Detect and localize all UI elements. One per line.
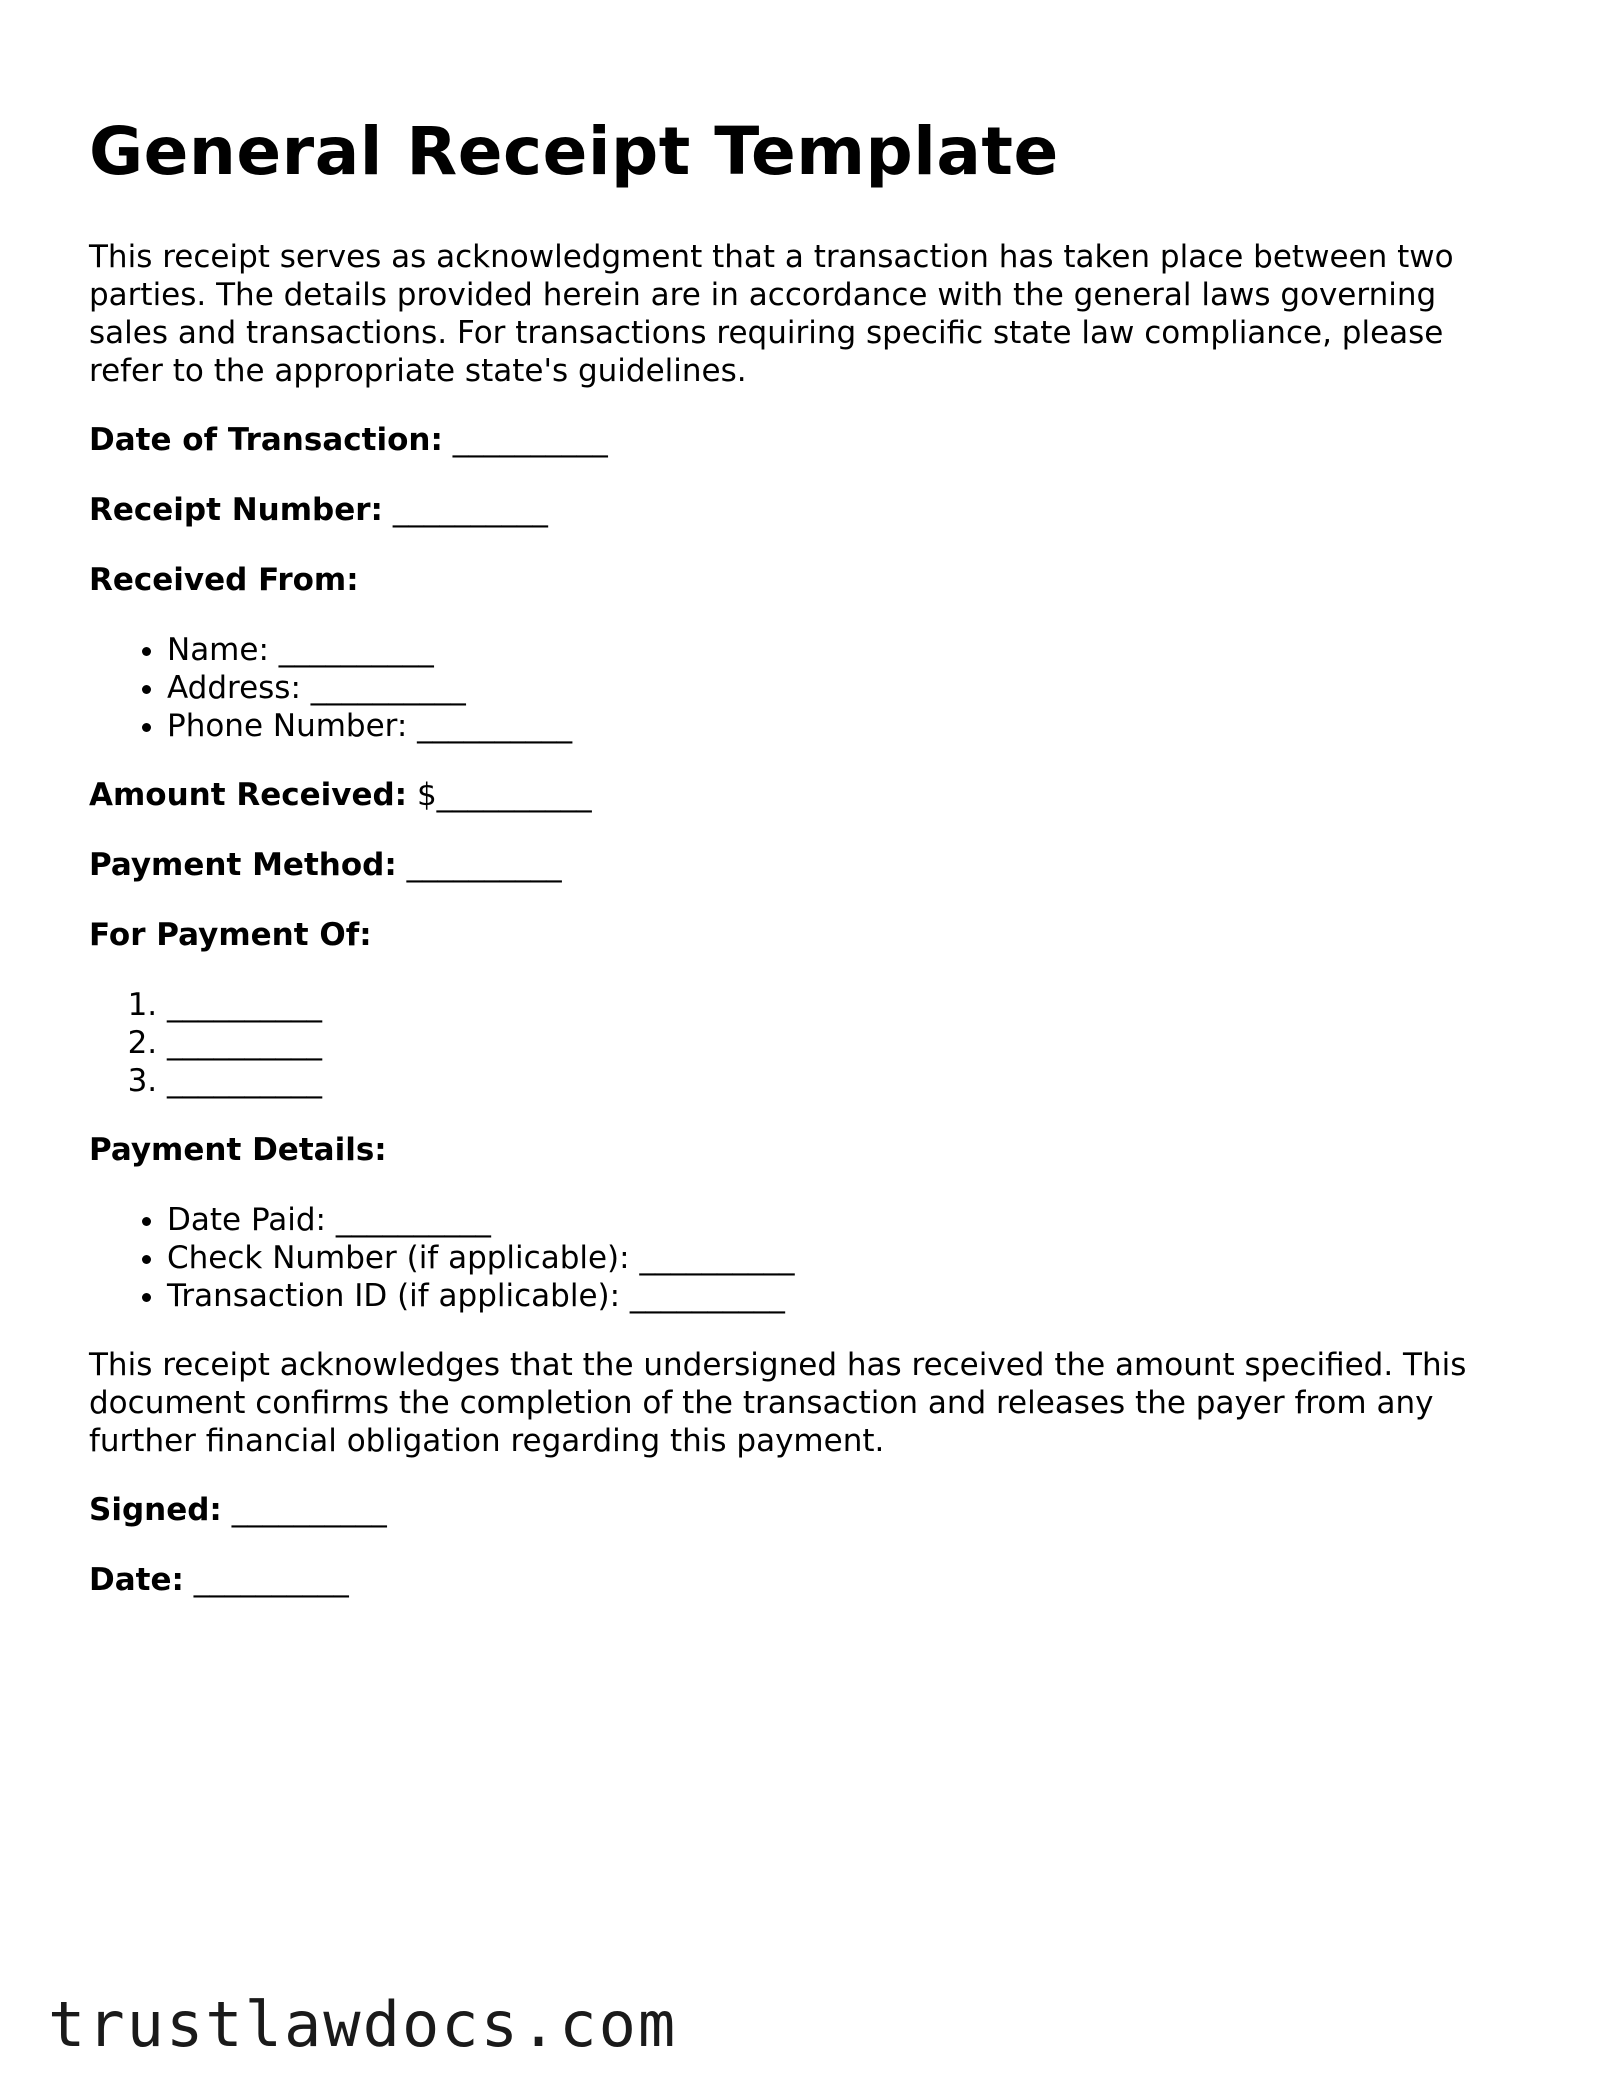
date-blank: __________ <box>193 1562 349 1598</box>
receipt-number-label: Receipt Number: <box>89 492 383 528</box>
closing-paragraph: This receipt acknowledges that the undersigned has received the amount specified. This document confirms the completion of the transaction and releases the payer from any further financial obligation regarding this payment. <box>89 1347 1467 1459</box>
received-from-list <box>89 631 1509 745</box>
signed-field <box>89 1491 1509 1529</box>
amount-received-field <box>89 776 1509 814</box>
receipt-number-field <box>89 491 1509 529</box>
received-from-label: Received From: <box>89 562 359 598</box>
signed-blank: __________ <box>231 1492 387 1528</box>
list-item: • Name: __________ <box>167 631 1509 669</box>
for-payment-of-list <box>89 986 1509 1100</box>
intro-paragraph: This receipt serves as acknowledgment that a transaction has taken place between two parties. The details provided herein are in accordance with the general laws governing sales and transactions. For transactions requiring specific state law compliance, please refer to the appropriate state's guidelines. <box>89 239 1454 389</box>
received-from-heading <box>89 561 1509 599</box>
for-payment-of-label: For Payment Of: <box>89 917 372 953</box>
list-item: 3. __________ <box>167 1062 1509 1100</box>
date-of-transaction-label: Date of Transaction: <box>89 422 443 458</box>
for-payment-of-heading <box>89 916 1509 954</box>
receipt-number-blank: __________ <box>392 492 548 528</box>
amount-received-blank: $__________ <box>416 777 592 813</box>
signed-label: Signed: <box>89 1492 222 1528</box>
payment-method-field <box>89 846 1509 884</box>
list-item: 1. __________ <box>167 986 1509 1024</box>
list-item: • Address: __________ <box>167 669 1509 707</box>
payment-details-list <box>89 1201 1509 1315</box>
payment-details-heading <box>89 1131 1509 1169</box>
list-item: 2. __________ <box>167 1024 1509 1062</box>
payment-method-label: Payment Method: <box>89 847 397 883</box>
date-of-transaction-field <box>89 421 1509 459</box>
list-item: • Check Number (if applicable): __________ <box>167 1239 1509 1277</box>
list-item: • Phone Number: __________ <box>167 707 1509 745</box>
document-title: General Receipt Template <box>89 113 1059 190</box>
amount-received-label: Amount Received: <box>89 777 408 813</box>
watermark: trustlawdocs.com <box>48 1988 678 2061</box>
receipt-document <box>89 112 1509 1631</box>
date-field <box>89 1561 1509 1599</box>
date-of-transaction-blank: __________ <box>452 422 608 458</box>
list-item: • Transaction ID (if applicable): __________ <box>167 1277 1509 1315</box>
payment-details-label: Payment Details: <box>89 1132 387 1168</box>
list-item: • Date Paid: __________ <box>167 1201 1509 1239</box>
payment-method-blank: __________ <box>406 847 562 883</box>
date-label: Date: <box>89 1562 184 1598</box>
